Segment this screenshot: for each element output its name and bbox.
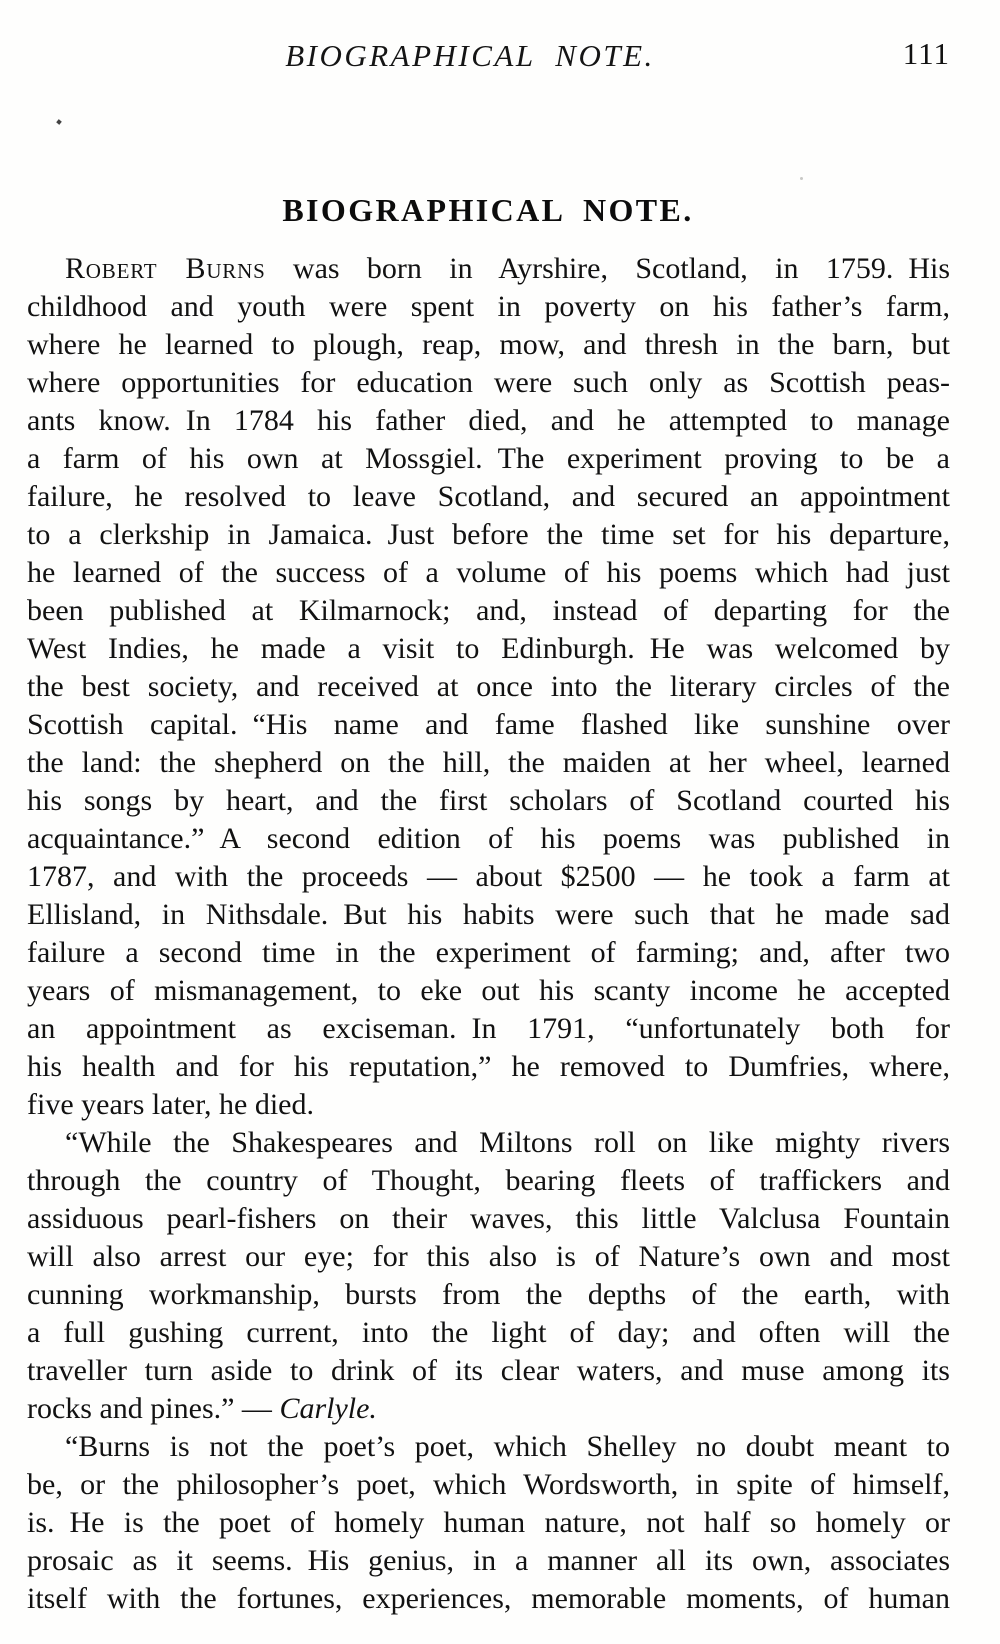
text-segment: childhood and youth were spent in poverty on his father’s farm, bbox=[27, 290, 950, 323]
text-segment: “Burns is not the poet’s poet, which Shelley no doubt meant to bbox=[65, 1430, 950, 1463]
text-segment: where he learned to plough, reap, mow, and thresh in the barn, but bbox=[27, 328, 950, 361]
text-segment: where opportunities for education were such only as Scottish peas- bbox=[27, 366, 950, 399]
text-segment: five years later, he died. bbox=[27, 1088, 314, 1121]
text-segment: Scottish capital. “His name and fame flashed like sunshine over bbox=[27, 708, 950, 741]
text-segment: is. He is the poet of homely human nature, not half so homely or bbox=[27, 1506, 950, 1539]
text-line bbox=[27, 516, 950, 554]
text-segment: his songs by heart, and the first scholars of Scotland courted his bbox=[27, 784, 950, 817]
paragraph bbox=[27, 1428, 950, 1618]
text-line bbox=[27, 1390, 950, 1428]
text-segment: a farm of his own at Mossgiel. The experiment proving to be a bbox=[27, 442, 950, 475]
text-segment: years of mismanagement, to eke out his scanty income he accepted bbox=[27, 974, 950, 1007]
text-segment: West Indies, he made a visit to Edinburgh. He was welcomed by bbox=[27, 632, 950, 665]
paragraph bbox=[27, 1124, 950, 1428]
text-line bbox=[27, 440, 950, 478]
text-line bbox=[27, 934, 950, 972]
text-segment: acquaintance.” A second edition of his poems was published in bbox=[27, 822, 950, 855]
text-segment: the best society, and received at once into the literary circles of the bbox=[27, 670, 950, 703]
text-line bbox=[27, 782, 950, 820]
text-line bbox=[27, 1542, 950, 1580]
text-segment: the land: the shepherd on the hill, the maiden at her wheel, learned bbox=[27, 746, 950, 779]
text-line bbox=[27, 402, 950, 440]
text-line bbox=[27, 972, 950, 1010]
text-line bbox=[27, 1010, 950, 1048]
text-segment: failure, he resolved to leave Scotland, and secured an appointment bbox=[27, 480, 950, 513]
author-name-smallcaps: Robert Burns bbox=[65, 252, 266, 285]
text-segment: to a clerkship in Jamaica. Just before the time set for his departure, bbox=[27, 518, 950, 551]
scan-artifact bbox=[56, 119, 62, 125]
body-text bbox=[27, 250, 950, 1618]
text-line bbox=[27, 858, 950, 896]
text-line bbox=[27, 744, 950, 782]
text-segment: traveller turn aside to drink of its clear waters, and muse among its bbox=[27, 1354, 950, 1387]
paragraph bbox=[27, 250, 950, 1124]
text-segment: a full gushing current, into the light of day; and often will the bbox=[27, 1316, 950, 1349]
text-line bbox=[27, 706, 950, 744]
text-line bbox=[27, 1428, 950, 1466]
text-line bbox=[27, 288, 950, 326]
text-segment: “While the Shakespeares and Miltons roll on like mighty rivers bbox=[65, 1126, 950, 1159]
text-segment: been published at Kilmarnock; and, instead of departing for the bbox=[27, 594, 950, 627]
text-line bbox=[27, 1352, 950, 1390]
running-header: BIOGRAPHICAL NOTE. bbox=[285, 38, 655, 73]
text-line bbox=[27, 1200, 950, 1238]
text-line bbox=[27, 1580, 950, 1618]
text-segment: itself with the fortunes, experiences, memorable moments, of human bbox=[27, 1582, 950, 1615]
text-line bbox=[27, 1238, 950, 1276]
text-line bbox=[27, 1466, 950, 1504]
section-heading: BIOGRAPHICAL NOTE. bbox=[282, 192, 694, 228]
text-line bbox=[27, 364, 950, 402]
citation-source-italic: Carlyle. bbox=[279, 1392, 377, 1425]
text-line bbox=[27, 1086, 950, 1124]
text-line bbox=[27, 630, 950, 668]
text-segment: cunning workmanship, bursts from the depths of the earth, with bbox=[27, 1278, 950, 1311]
text-line bbox=[27, 478, 950, 516]
text-segment: 1787, and with the proceeds — about $2500 — he took a farm at bbox=[27, 860, 950, 893]
page-number: 111 bbox=[902, 36, 950, 71]
text-segment: an appointment as exciseman. In 1791, “unfortunately both for bbox=[27, 1012, 950, 1045]
text-segment: rocks and pines.” — bbox=[27, 1392, 280, 1425]
text-line bbox=[27, 1314, 950, 1352]
text-segment: ants know. In 1784 his father died, and he attempted to manage bbox=[27, 404, 950, 437]
text-segment: assiduous pearl-fishers on their waves, this little Valclusa Fountain bbox=[27, 1202, 950, 1235]
text-line bbox=[27, 896, 950, 934]
text-line bbox=[27, 820, 950, 858]
text-line bbox=[27, 668, 950, 706]
scan-artifact bbox=[800, 177, 803, 180]
text-segment: his health and for his reputation,” he removed to Dumfries, where, bbox=[27, 1050, 950, 1083]
text-line bbox=[27, 250, 950, 288]
text-line bbox=[27, 326, 950, 364]
text-segment: prosaic as it seems. His genius, in a manner all its own, associates bbox=[27, 1544, 950, 1577]
text-line bbox=[27, 1504, 950, 1542]
text-line bbox=[27, 554, 950, 592]
text-segment: failure a second time in the experiment of farming; and, after two bbox=[27, 936, 950, 969]
text-line bbox=[27, 1048, 950, 1086]
text-segment: through the country of Thought, bearing fleets of traffickers and bbox=[27, 1164, 950, 1197]
text-segment: will also arrest our eye; for this also is of Nature’s own and most bbox=[27, 1240, 950, 1273]
text-line bbox=[27, 1124, 950, 1162]
text-line bbox=[27, 1162, 950, 1200]
text-segment: be, or the philosopher’s poet, which Wordsworth, in spite of himself, bbox=[27, 1468, 950, 1501]
text-segment: Ellisland, in Nithsdale. But his habits were such that he made sad bbox=[27, 898, 950, 931]
text-segment: was born in Ayrshire, Scotland, in 1759. His bbox=[265, 252, 950, 285]
text-line bbox=[27, 592, 950, 630]
text-segment: he learned of the success of a volume of his poems which had just bbox=[27, 556, 950, 589]
text-line bbox=[27, 1276, 950, 1314]
